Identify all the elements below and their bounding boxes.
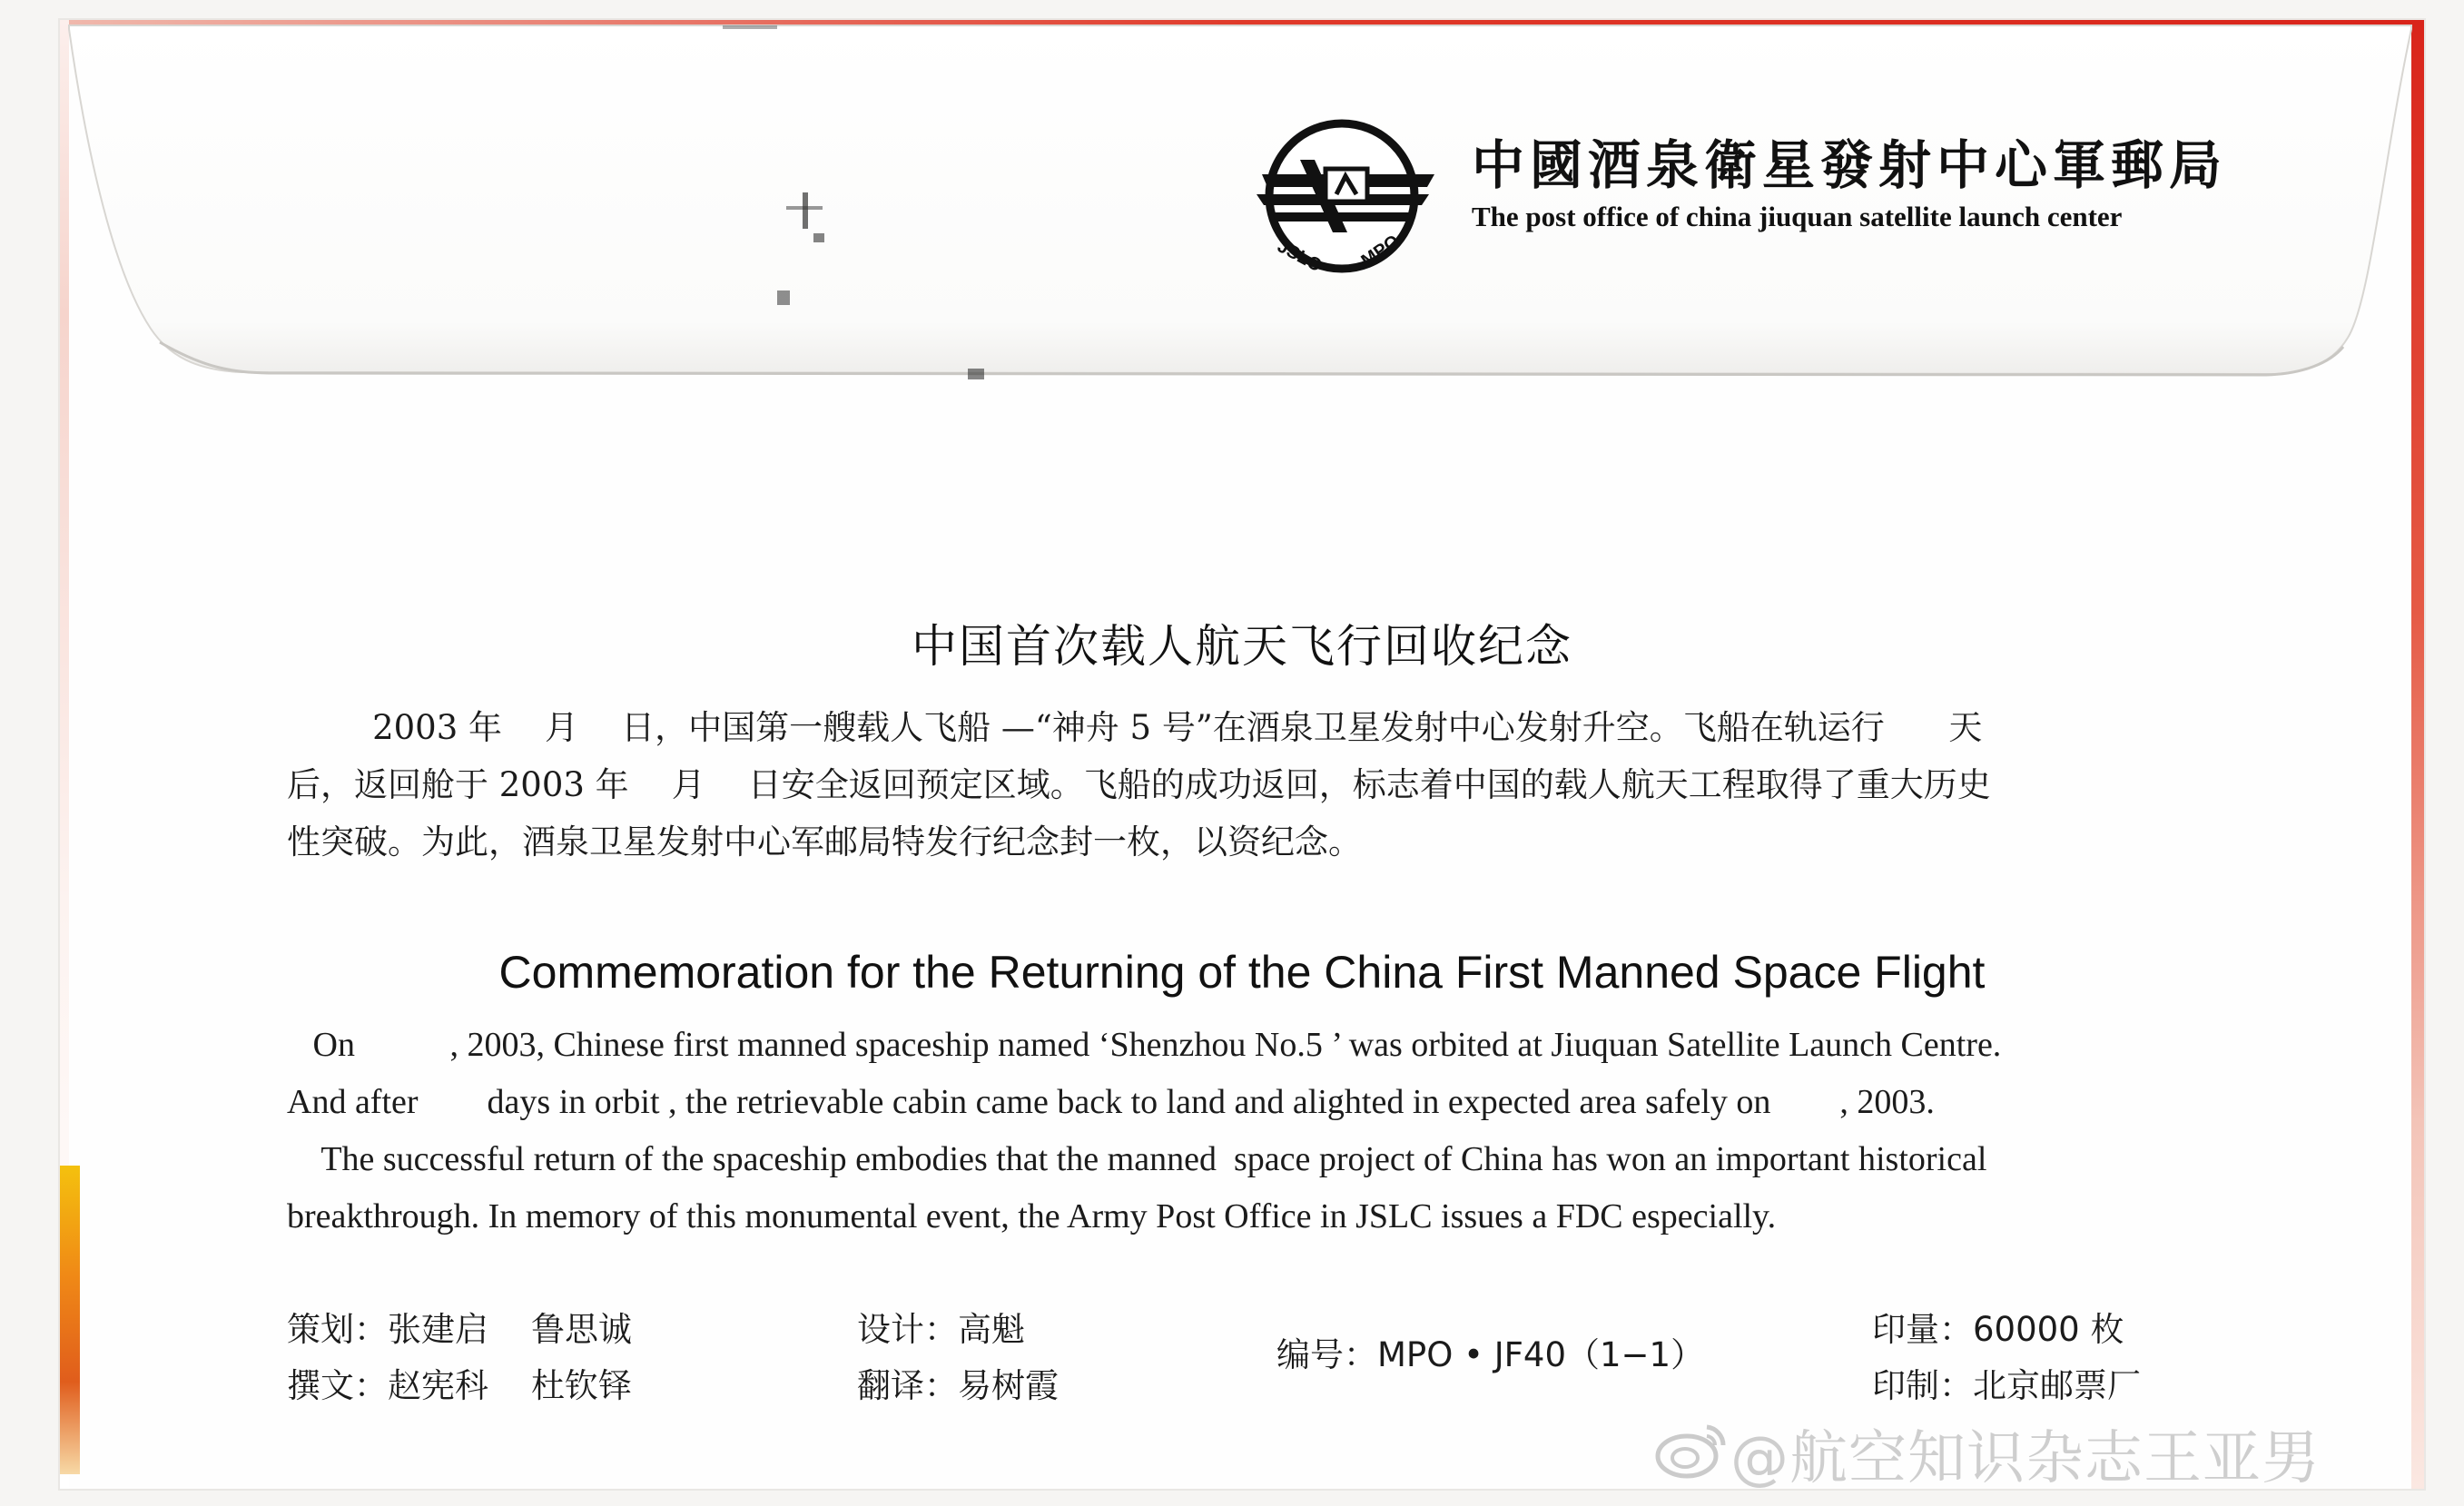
credit-design: 设计：高魁: [857, 1310, 1025, 1349]
english-line: The successful return of the spaceship embodies that the manned space project of China has won an important historical: [287, 1140, 1987, 1178]
logo-text-mpo: MPO: [1357, 231, 1404, 271]
english-line: And after days in orbit , the retrievable cabin came back to land and alighted in expected area safely on , 2003.: [287, 1083, 1935, 1121]
credit-translation: 翻译：易树霞: [857, 1366, 1059, 1405]
header-text: [1472, 133, 2289, 233]
ink-speck: [968, 369, 984, 379]
english-line: On , 2003, Chinese first manned spaceship named ‘Shenzhou No.5 ’ was orbited at Jiuquan Satellite Launch Centre.: [287, 1026, 2002, 1064]
credit-writing: 撰文：赵宪科 杜钦铎: [287, 1366, 633, 1405]
chinese-line: 后，返回舱于 2003 年 月 日安全返回预定区域。飞船的成功返回，标志着中国的载人航天工程取得了重大历史: [287, 765, 1991, 804]
header-title-en: The post office of china jiuquan satellite launch center: [1472, 201, 2123, 232]
english-paragraph: [287, 1017, 2330, 1245]
ink-speck: [813, 233, 824, 242]
watermark-text: @航空知识杂志王亚男: [1730, 1425, 2321, 1492]
ink-speck: [786, 206, 823, 210]
chinese-title: 中国首次载人航天飞行回收纪念: [912, 620, 1572, 673]
credit-serial-number: 编号：MPO • JF40（1−1）: [1276, 1335, 1705, 1374]
credit-print-run: 印量：60000 枚: [1872, 1310, 2124, 1349]
header-title-cn: 中國酒泉衛星發射中心軍郵局: [1472, 134, 2228, 196]
chinese-paragraph: [287, 699, 2239, 871]
logo-text-jslc: JSLC: [1274, 236, 1325, 276]
credit-printer: 印制：北京邮票厂: [1872, 1366, 2141, 1405]
chinese-line: 2003 年 月 日，中国第一艘载人飞船 —“神舟 5 号”在酒泉卫星发射中心发射升空。飞船在轨运行 天: [287, 708, 1983, 747]
credit-planning: 策划：张建启 鲁思诚: [287, 1310, 633, 1349]
ink-speck: [777, 290, 790, 305]
ink-speck: [803, 192, 808, 229]
cover-front-artwork-edge: [60, 1166, 80, 1474]
english-title: Commemoration for the Returning of the China First Manned Space Flight: [498, 947, 1986, 998]
ink-speck: [723, 25, 777, 29]
weibo-icon: [1654, 1418, 1729, 1480]
chinese-line: 性突破。为此，酒泉卫星发射中心军邮局特发行纪念封一枚，以资纪念。: [287, 822, 1362, 861]
jslc-mpo-logo: [1235, 103, 1453, 285]
english-line: breakthrough. In memory of this monumental event, the Army Post Office in JSLC issues a FDC especially.: [287, 1197, 1777, 1235]
envelope-back: [60, 20, 2424, 1489]
